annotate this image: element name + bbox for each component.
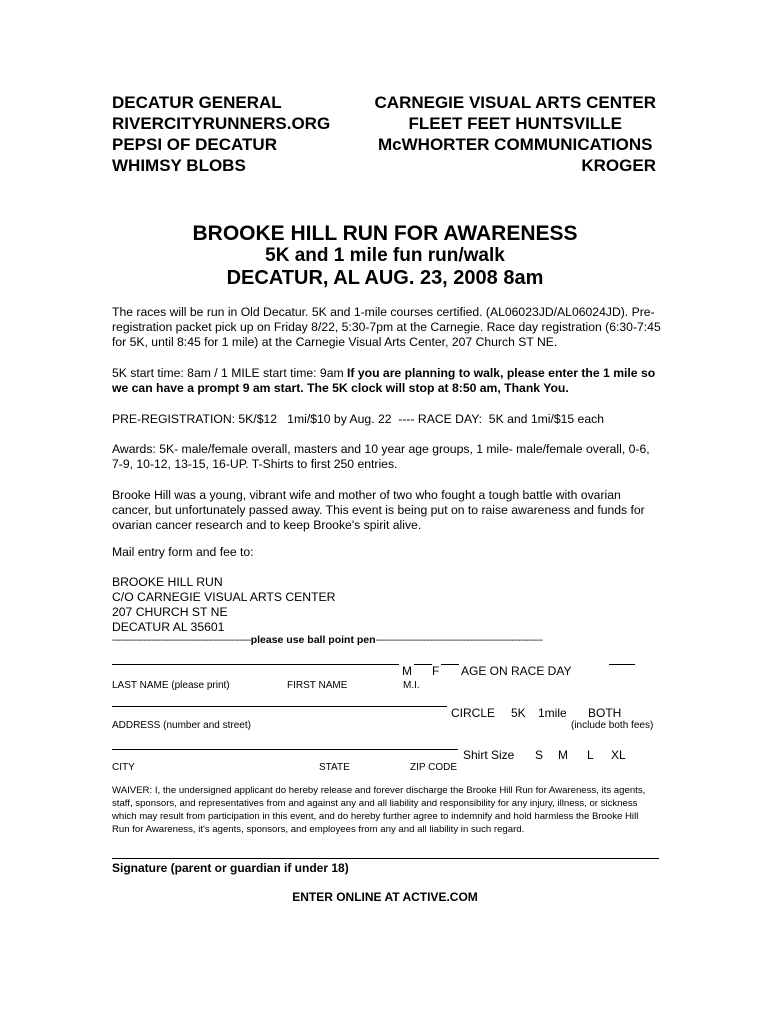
shirt-size-s[interactable]: S bbox=[535, 748, 544, 762]
first-name-label: FIRST NAME bbox=[287, 680, 348, 691]
start-time-info bbox=[112, 366, 662, 396]
event-subtitle: 5K and 1 mile fun run/walk bbox=[265, 245, 505, 266]
gender-f-label: F bbox=[432, 664, 440, 678]
mail-instructions: Mail entry form and fee to: bbox=[112, 545, 254, 559]
sponsor-name: FLEET FEET HUNTSVILLE bbox=[408, 114, 622, 133]
cut-dashes: ------------------------------------------------- bbox=[112, 635, 251, 646]
awards-info: Awards: 5K- male/female overall, masters and 10 year age groups, 1 mile- male/female overall, 0-6, 7-9, 10-12, 13-15, 16-UP. T-Shirts to first 250 entries. bbox=[112, 442, 650, 471]
waiver-text: WAIVER: I, the undersigned applicant do hereby release and forever discharge the Brooke Hill Run for Awareness, its agents, staff, sponsors, and representatives from and against any and all liability and responsibility for any injury, illness, or sickness which may result from participation in this event, and do hereby further agree to indemnify and hold harmless the Brooke Hill Run for Awareness, it's agents, sponsors, and employees from any and all liability in such regard. bbox=[112, 785, 646, 835]
shirt-size-xl[interactable]: XL bbox=[611, 748, 626, 762]
event-date-location: DECATUR, AL AUG. 23, 2008 8am bbox=[226, 267, 544, 289]
mailing-address bbox=[112, 575, 662, 635]
option-1mile[interactable]: 1mile bbox=[538, 706, 567, 720]
cut-line bbox=[112, 634, 657, 646]
circle-label: CIRCLE bbox=[451, 706, 496, 720]
sponsor-name: RIVERCITYRUNNERS.ORG bbox=[112, 114, 331, 133]
option-5k[interactable]: 5K bbox=[511, 706, 526, 720]
name-field[interactable] bbox=[112, 664, 399, 665]
sponsor-name: DECATUR GENERAL bbox=[112, 93, 282, 112]
both-fees-note: (include both fees) bbox=[571, 720, 654, 731]
gender-m-field[interactable] bbox=[414, 664, 432, 665]
gender-f-field[interactable] bbox=[441, 664, 459, 665]
option-both[interactable]: BOTH bbox=[588, 706, 622, 720]
city-state-zip-field[interactable] bbox=[112, 749, 458, 750]
registration-fees: PRE-REGISTRATION: 5K/$12 1mi/$10 by Aug. 22 ---- RACE DAY: 5K and 1mi/$15 each bbox=[112, 412, 604, 426]
address-label: ADDRESS (number and street) bbox=[112, 720, 251, 731]
address-line: BROOKE HILL RUN bbox=[112, 575, 223, 589]
sponsor-list-right bbox=[375, 92, 656, 176]
city-label: CITY bbox=[112, 762, 135, 773]
shirt-size-m[interactable]: M bbox=[558, 748, 568, 762]
signature-line[interactable] bbox=[112, 858, 659, 859]
age-label: AGE ON RACE DAY bbox=[461, 664, 572, 678]
cut-label: please use ball point pen bbox=[250, 634, 376, 646]
address-line: 207 CHURCH ST NE bbox=[112, 605, 228, 619]
address-line: C/O CARNEGIE VISUAL ARTS CENTER bbox=[112, 590, 336, 604]
last-name-label: LAST NAME (please print) bbox=[112, 680, 230, 691]
sponsor-name: McWHORTER COMMUNICATIONS bbox=[378, 135, 653, 154]
address-line: DECATUR AL 35601 bbox=[112, 620, 225, 634]
walker-notice: If you are planning to walk, please enter the 1 mile so we can have a prompt 9 am start. The 5K clock will stop at 8:50 am, Thank You. bbox=[112, 366, 656, 395]
sponsor-name: WHIMSY BLOBS bbox=[112, 156, 246, 175]
sponsor-list-left bbox=[112, 92, 330, 176]
middle-initial-label: M.I. bbox=[403, 680, 420, 691]
gender-m-label: M bbox=[402, 664, 412, 678]
shirt-size-l[interactable]: L bbox=[587, 748, 594, 762]
story-paragraph: Brooke Hill was a young, vibrant wife and mother of two who fought a tough battle with ovarian cancer, but unfortunately passed away. This event is being put on to raise awareness and funds for ovarian cancer research and to keep Brooke's spirit alive. bbox=[112, 488, 645, 532]
shirt-size-label: Shirt Size bbox=[463, 748, 515, 762]
start-times: 5K start time: 8am / 1 MILE start time: 9am bbox=[112, 366, 348, 380]
enter-online-notice: ENTER ONLINE AT ACTIVE.COM bbox=[292, 890, 478, 904]
signature-label: Signature (parent or guardian if under 18) bbox=[112, 861, 349, 875]
sponsor-name: CARNEGIE VISUAL ARTS CENTER bbox=[374, 93, 656, 112]
event-title: BROOKE HILL RUN FOR AWARENESS bbox=[192, 222, 578, 245]
sponsor-name: PEPSI OF DECATUR bbox=[112, 135, 277, 154]
age-field[interactable] bbox=[609, 664, 635, 665]
state-label: STATE bbox=[319, 762, 350, 773]
races-info: The races will be run in Old Decatur. 5K and 1-mile courses certified. (AL06023JD/AL06024JD). Pre-registration packet pick up on Friday 8/22, 5:30-7pm at the Carnegie. Race day registration (6:30-7:45 for 5K, until 8:45 for 1 mile) at the Carnegie Visual Arts Center, 207 Church ST NE. bbox=[112, 305, 661, 349]
cut-dashes: ----------------------------------------------------------- bbox=[375, 635, 543, 646]
zip-code-label: ZIP CODE bbox=[410, 762, 458, 773]
address-field[interactable] bbox=[112, 706, 447, 707]
sponsor-name: KROGER bbox=[581, 156, 656, 175]
